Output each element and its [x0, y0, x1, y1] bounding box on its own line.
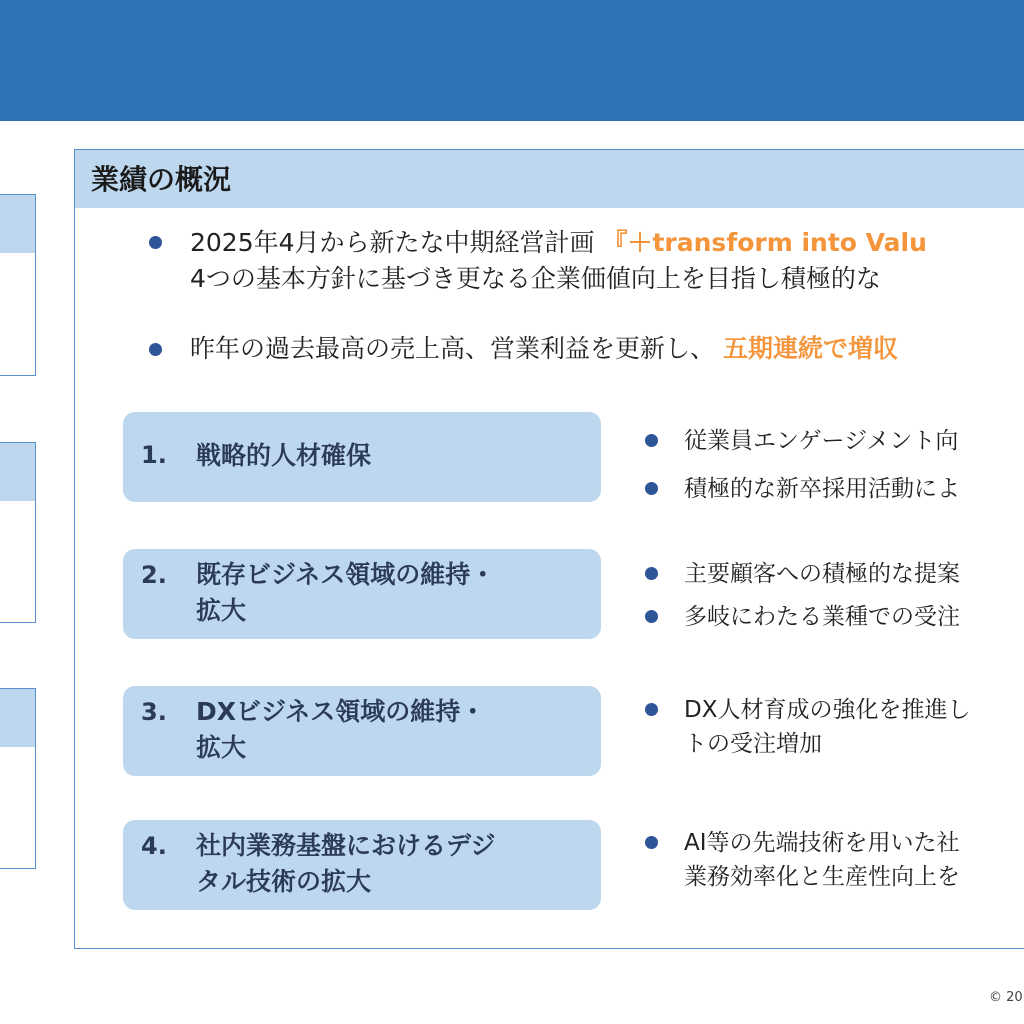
summary-bullet-1-highlight: 『＋transform into Valu: [602, 228, 927, 257]
strategy-pill-3: [123, 686, 601, 776]
summary-bullet-2-text: 昨年の過去最高の売上高、営業利益を更新し、: [190, 334, 716, 363]
strategy-1-detail-2: 積極的な新卒採用活動によ: [684, 476, 960, 502]
strategy-number: 2.: [141, 561, 167, 589]
strategy-title-line1: DXビジネス領域の維持・: [196, 697, 486, 726]
strategy-number: 3.: [141, 698, 167, 726]
summary-bullet-1-line2: 4つの基本方針に基づき更なる企業価値向上を目指し積極的な: [190, 264, 881, 293]
strategy-4-detail-line2: 業務効率化と生産性向上を: [684, 864, 960, 890]
copyright: © 20: [989, 990, 1023, 1005]
strategy-title-line2: タル技術の拡大: [196, 867, 372, 896]
summary-bullet-1-text: 2025年4月から新たな中期経営計画: [190, 228, 595, 257]
strategy-pill-2: [123, 549, 601, 639]
bullet-dot-icon: [645, 567, 658, 580]
strategy-pill-4: [123, 820, 601, 910]
bullet-dot-icon: [645, 610, 658, 623]
bullet-dot-icon: [149, 236, 162, 249]
bullet-dot-icon: [645, 482, 658, 495]
summary-bullet-2: [190, 332, 898, 366]
panel-header: [75, 150, 1024, 208]
bullet-dot-icon: [149, 343, 162, 356]
panel-title: 業績の概況: [91, 163, 232, 196]
strategy-4-detail-line1: AI等の先端技術を用いた社: [684, 830, 960, 856]
side-card-1: [0, 194, 36, 376]
strategy-title-line1: 既存ビジネス領域の維持・: [196, 560, 496, 589]
strategy-title-line2: 拡大: [196, 596, 247, 625]
header-bar: [0, 0, 1024, 121]
strategy-title-line1: 社内業務基盤におけるデジ: [196, 831, 496, 860]
bullet-dot-icon: [645, 434, 658, 447]
strategy-1-detail-1: 従業員エンゲージメント向: [684, 428, 959, 454]
strategy-3-detail-line1: DX人材育成の強化を推進し: [684, 697, 971, 723]
bullet-dot-icon: [645, 836, 658, 849]
side-card-3: [0, 688, 36, 869]
summary-bullet-1-line1: [190, 226, 927, 260]
side-card-2: [0, 442, 36, 623]
strategy-number: 4.: [141, 832, 167, 860]
summary-bullet-2-highlight: 五期連続で増収: [722, 334, 898, 363]
bullet-dot-icon: [645, 703, 658, 716]
strategy-2-detail-2: 多岐にわたる業種での受注: [684, 604, 960, 630]
strategy-2-detail-1: 主要顧客への積極的な提案: [684, 561, 960, 587]
strategy-3-detail-line2: トの受注増加: [684, 731, 822, 757]
strategy-pill-1: [123, 412, 601, 502]
strategy-title: 戦略的人材確保: [196, 441, 372, 470]
strategy-title-line2: 拡大: [196, 733, 247, 762]
strategy-number: 1.: [141, 441, 167, 469]
